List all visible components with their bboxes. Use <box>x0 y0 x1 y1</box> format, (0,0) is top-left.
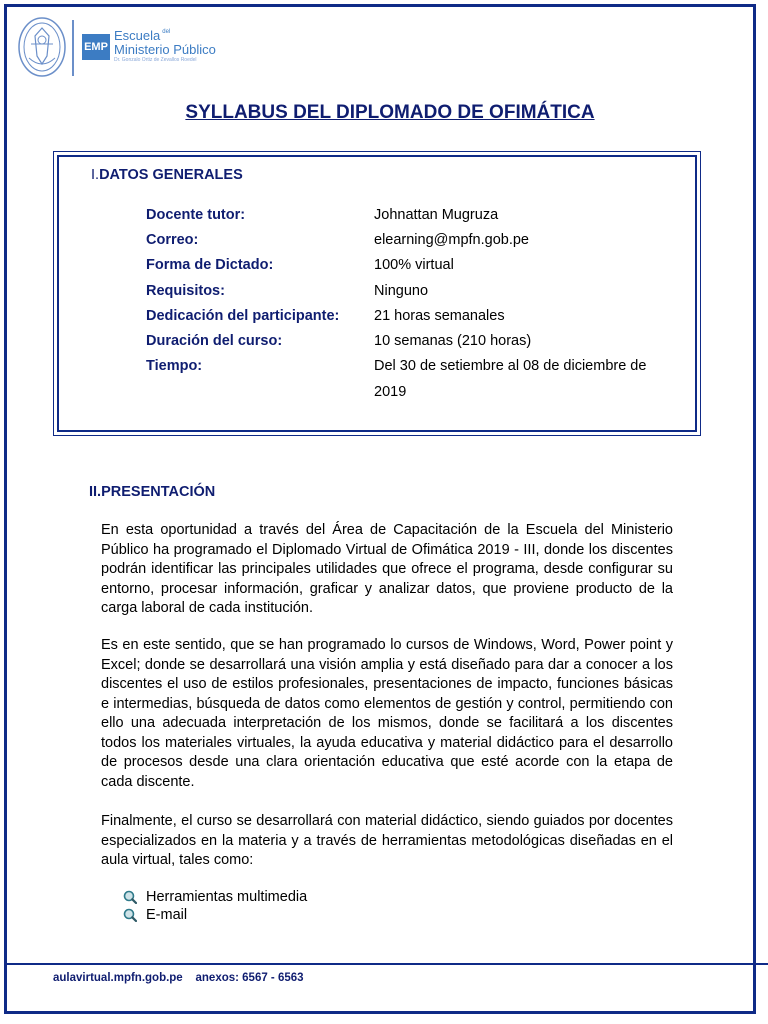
presentacion-number: II. <box>89 484 102 500</box>
datos-generales-title: DATOS GENERALES <box>99 167 243 183</box>
emp-logo-text <box>114 29 216 63</box>
info-value: 10 semanas (210 horas) <box>374 333 532 349</box>
emp-logo-line1: Escuela <box>114 28 161 43</box>
presentacion-heading <box>89 484 215 500</box>
emp-logo-line3: Dr. Gonzalo Ortiz de Zevallos Roedel <box>114 57 197 63</box>
emp-logo-line1-small: del <box>162 29 171 35</box>
footer-divider <box>7 963 768 965</box>
info-value: 100% virtual <box>374 257 454 273</box>
info-value: elearning@mpfn.gob.pe <box>374 232 529 248</box>
presentacion-title: PRESENTACIÓN <box>101 484 216 500</box>
list-item-label: Herramientas multimedia <box>146 889 308 905</box>
info-label: Correo: <box>146 232 199 248</box>
ministerio-seal-icon <box>17 16 67 78</box>
emp-logo: EMP <box>82 34 110 60</box>
info-label: Duración del curso: <box>146 333 283 349</box>
footer <box>53 972 304 984</box>
info-label: Tiempo: <box>146 358 203 374</box>
magnifier-bullet-icon <box>123 890 137 904</box>
paragraph: Finalmente, el curso se desarrollará con material didáctico, siendo guiados por docentes especializados en la materia y a través de herramientas metodológicas diseñadas en el aula virtual, tales como: <box>101 813 673 868</box>
datos-generales-heading <box>91 167 243 183</box>
paragraph: En esta oportunidad a través del Área de Capacitación de la Escuela del Ministerio Público ha programado el Diplomado Virtual de Ofimática 2019 - III, donde los discentes podrán identificar las principales utilidades que ofrece el programa, desde configurar su entorno, procesar información, graficar y analizar datos, que proviene producto de la carga laboral de cada institución. <box>101 522 673 616</box>
tools-list <box>123 888 307 924</box>
footer-anexos: anexos: 6567 - 6563 <box>195 972 304 984</box>
info-label: Docente tutor: <box>146 207 246 223</box>
emp-logo-line2: Ministerio Público <box>114 42 216 57</box>
page-title: SYLLABUS DEL DIPLOMADO DE OFIMÁTICA <box>185 102 595 123</box>
info-label: Forma de Dictado: <box>146 257 274 273</box>
info-value: 21 horas semanales <box>374 308 505 324</box>
datos-generales-number: I. <box>91 167 100 183</box>
info-value: Johnattan Mugruza <box>374 207 499 223</box>
info-value: Ninguno <box>374 283 429 299</box>
paragraph: Es en este sentido, que se han programado lo cursos de Windows, Word, Power point y Excel; donde se desarrollará una visión amplia y está diseñado para dar a conocer a los discentes el uso de estilos profesionales, presentaciones de impacto, funciones básicas e intermedias, búsqueda de datos como elementos de gestión y control, permitiendo con ello una adecuada interpretación de los mismos, donde se facilitará a los discentes todos los materiales virtuales, la ayuda educativa y material didáctico para el desarrollo de procesos desde una clara orientación educativa que esté acorde con la etapa de cada discente. <box>101 637 673 790</box>
list-item <box>123 888 307 906</box>
info-label: Dedicación del participante: <box>146 308 340 324</box>
info-value: Del 30 de setiembre al 08 de diciembre de 2019 <box>374 358 647 400</box>
info-label: Requisitos: <box>146 283 225 299</box>
list-item <box>123 906 307 924</box>
list-item-label: E-mail <box>146 907 188 923</box>
footer-site-link[interactable]: aulavirtual.mpfn.gob.pe <box>53 972 183 984</box>
magnifier-bullet-icon <box>123 908 137 922</box>
logo-divider <box>72 20 74 76</box>
